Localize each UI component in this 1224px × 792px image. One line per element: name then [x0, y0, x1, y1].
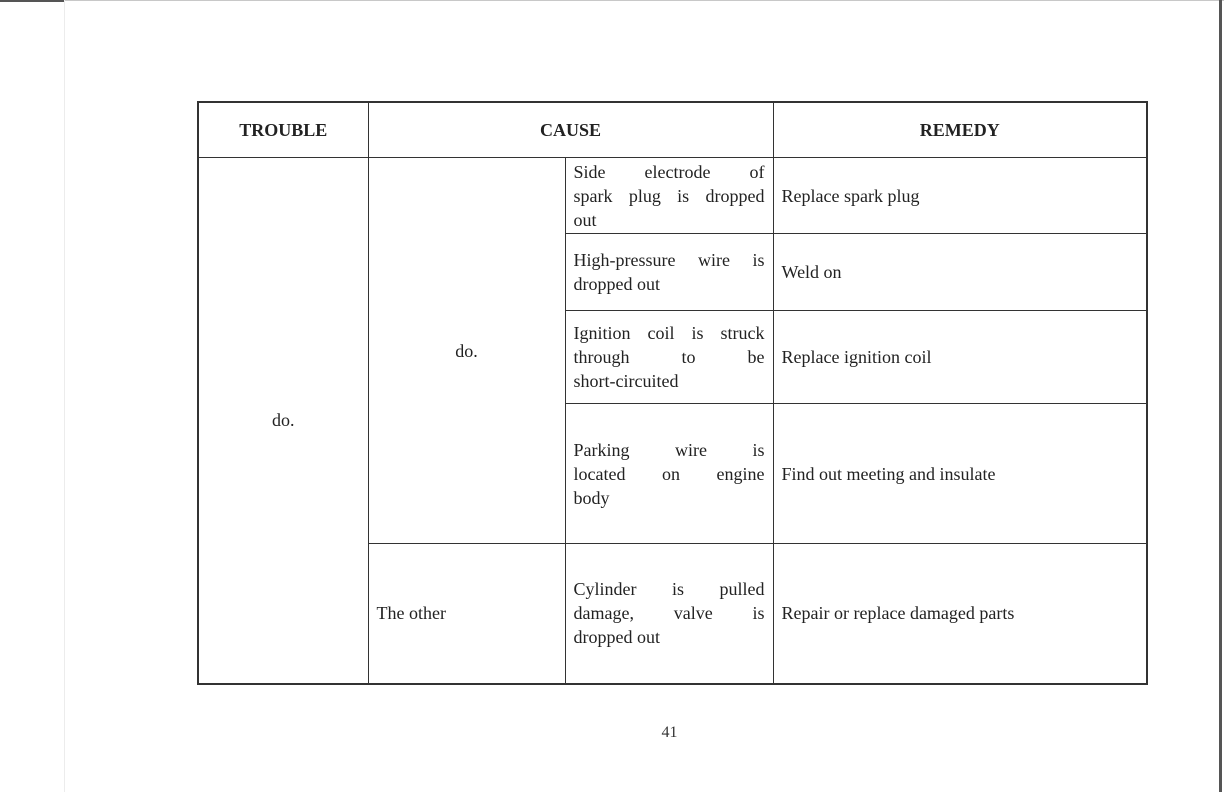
cause-line: body — [573, 487, 610, 508]
remedy-cell: Replace spark plug — [773, 158, 1147, 234]
cause-detail-cell — [565, 234, 773, 311]
trouble-cell: do. — [198, 158, 368, 684]
remedy-cell: Repair or replace damaged parts — [773, 544, 1147, 684]
remedy-cell: Weld on — [773, 234, 1147, 311]
troubleshooting-table-container — [197, 101, 1148, 685]
cause-detail-cell — [565, 544, 773, 684]
cause-line: dropped out — [573, 274, 660, 294]
remedy-cell: Replace ignition coil — [773, 311, 1147, 404]
scan-edge-left — [64, 0, 65, 792]
header-remedy: REMEDY — [773, 102, 1147, 158]
cause-line: damage, valve is — [573, 603, 765, 624]
scan-edge-top — [0, 0, 1224, 1]
cause-line: Parking wire is — [573, 439, 765, 460]
cause-line: spark plug is dropped — [573, 185, 765, 206]
cause-line: High-pressure wire is — [573, 250, 765, 270]
header-cause: CAUSE — [368, 102, 773, 158]
cause-line: located on engine — [573, 463, 765, 484]
cause-line: Cylinder is pulled — [573, 579, 765, 600]
troubleshooting-table — [197, 101, 1148, 685]
cause-line: short-circuited — [573, 371, 679, 391]
remedy-cell: Find out meeting and insulate — [773, 404, 1147, 544]
cause-line: dropped out — [573, 627, 660, 648]
page-number: 41 — [661, 724, 678, 741]
cause-detail-cell — [565, 404, 773, 544]
scan-edge-right — [1219, 0, 1222, 792]
cause-detail-cell — [565, 158, 773, 234]
cause-line: through to be — [573, 347, 765, 367]
cause-line: out — [573, 209, 597, 230]
scan-edge-top-mark — [0, 0, 64, 2]
table-header-row — [198, 102, 1147, 158]
header-trouble: TROUBLE — [198, 102, 368, 158]
cause-group-cell: The other — [368, 544, 565, 684]
cause-line: Ignition coil is struck — [573, 323, 765, 343]
table-row — [198, 158, 1147, 234]
cause-detail-cell — [565, 311, 773, 404]
cause-line: Side electrode of — [573, 161, 765, 182]
cause-group-cell: do. — [368, 158, 565, 544]
